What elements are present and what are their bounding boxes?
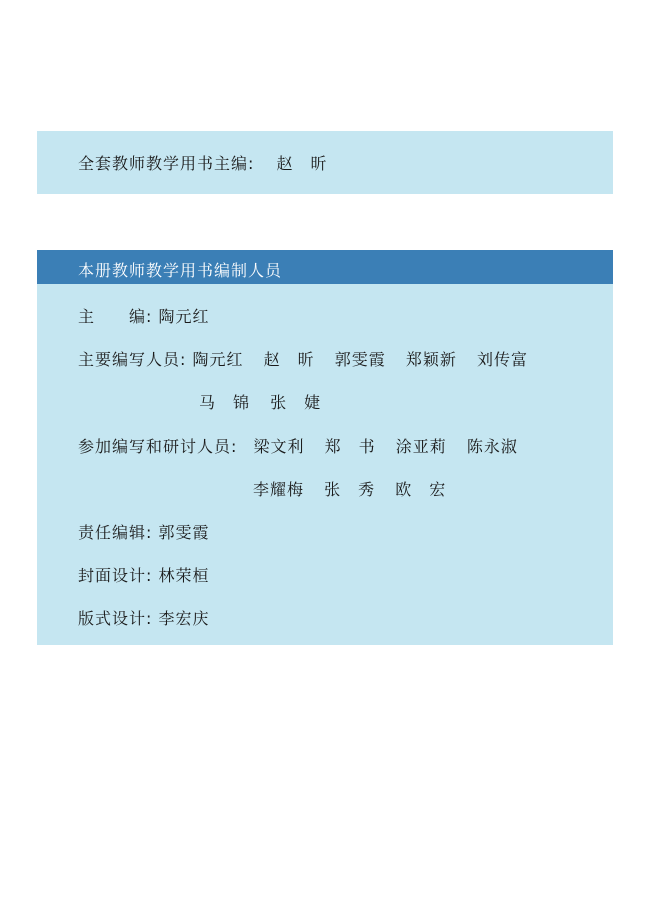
- main-writer-name: 马 锦: [199, 393, 251, 412]
- staff-title: 本册教师教学用书编制人员: [78, 261, 283, 280]
- main-writer-name: 陶元红: [192, 350, 244, 369]
- main-writer-name: 郭雯霞: [334, 350, 386, 369]
- responsible-editor-name: 郭雯霞: [158, 523, 210, 542]
- cover-design-row: [78, 563, 210, 586]
- participant-name: 郑 书: [324, 437, 376, 456]
- layout-design-name: 李宏庆: [158, 609, 210, 628]
- participants-row: [78, 434, 518, 457]
- participant-name: 欧 宏: [395, 480, 447, 499]
- main-writers-names: [193, 350, 528, 369]
- main-writer-name: 刘传富: [476, 350, 528, 369]
- layout-design-row: [78, 606, 210, 629]
- series-editor-box: [37, 131, 613, 194]
- participant-name: 李耀梅: [253, 480, 305, 499]
- staff-header: [37, 250, 613, 284]
- main-writer-name: 张 婕: [270, 393, 322, 412]
- participants-names: [254, 437, 518, 456]
- chief-editor-name: 陶元红: [158, 307, 210, 326]
- main-writers-row: [78, 347, 528, 370]
- main-writers-label: 主要编写人员:: [78, 350, 187, 369]
- series-editor-label: 全套教师教学用书主编:: [78, 154, 255, 173]
- main-writer-name: 郑颖新: [405, 350, 457, 369]
- chief-editor-row: [78, 304, 210, 327]
- responsible-editor-label: 责任编辑:: [78, 523, 153, 542]
- staff-box: [37, 250, 613, 645]
- series-editor-name: 赵 昕: [276, 154, 328, 173]
- cover-design-name: 林荣桓: [158, 566, 210, 585]
- participant-name: 涂亚莉: [395, 437, 447, 456]
- participant-name: 张 秀: [324, 480, 376, 499]
- cover-design-label: 封面设计:: [78, 566, 153, 585]
- layout-design-label: 版式设计:: [78, 609, 153, 628]
- series-editor-line: [78, 151, 328, 174]
- chief-editor-label: 主 编:: [78, 307, 153, 326]
- main-writer-name: 赵 昕: [263, 350, 315, 369]
- participant-name: 陈永淑: [466, 437, 518, 456]
- participant-name: 梁文利: [253, 437, 305, 456]
- main-writers-row-2: [199, 390, 321, 413]
- participants-row-2: [253, 477, 446, 500]
- responsible-editor-row: [78, 520, 210, 543]
- participants-label: 参加编写和研讨人员:: [78, 437, 238, 456]
